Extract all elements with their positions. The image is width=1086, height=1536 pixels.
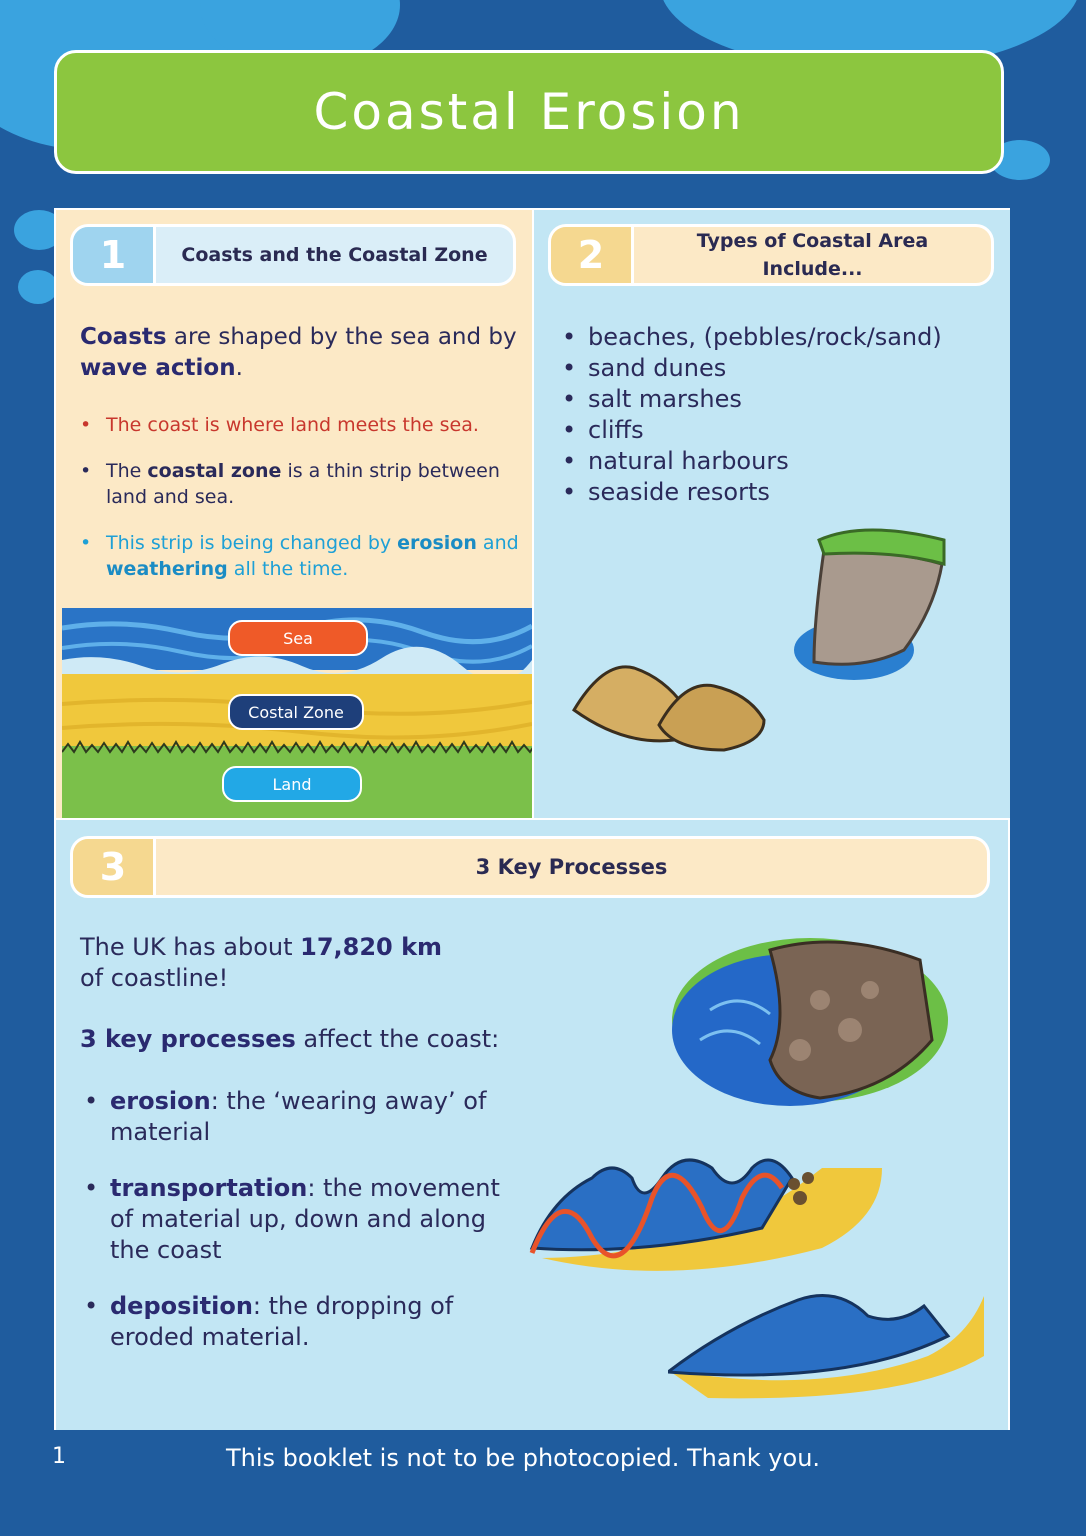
processes-lead [80,1024,540,1055]
process-desc: : the movement of material up, down and along the coast [110,1174,500,1264]
coastline-fact [80,932,470,994]
section-2-header [548,224,994,286]
text: The [106,460,148,482]
section-key-processes-panel [56,818,1008,1430]
label-sea: Sea [228,620,368,656]
intro-text: are shaped by the sea and by [166,324,517,350]
cliff-and-dunes-illustration [564,510,984,790]
cloud-decoration [18,270,58,304]
page-number: 1 [52,1444,66,1469]
intro-end: . [235,355,243,381]
erosion-term: erosion [397,532,477,554]
section-3-number: 3 [73,839,156,895]
section-2-number: 2 [551,227,634,283]
coasts-intro [80,322,520,384]
list-item: • seaside resorts [558,477,998,508]
list-item: • natural harbours [558,446,998,477]
text: of coastline! [80,964,229,992]
process-term: erosion [110,1087,211,1115]
list-item: • sand dunes [558,353,998,384]
label-land: Land [222,766,362,802]
section-3-heading: 3 Key Processes [475,855,668,879]
bullet-coastal-zone [76,458,526,510]
list-item: • salt marshes [558,384,998,415]
page-title: Coastal Erosion [313,83,745,141]
section-1-heading: Coasts and the Coastal Zone [181,244,488,266]
process-desc: : the dropping of eroded material. [110,1292,454,1351]
wave-action-term: wave action [80,355,236,381]
text: and [476,532,519,554]
section-coastal-areas-panel [532,210,1010,818]
page-footer [0,1440,1086,1480]
section-coasts-panel [56,210,532,818]
process-deposition [80,1291,520,1353]
text: all the time. [227,558,349,580]
list-item: • beaches, (pebbles/rock/sand) [558,322,998,353]
weathering-term: weathering [106,558,228,580]
text: is a thin strip between land and sea. [106,460,500,508]
coasts-term: Coasts [80,324,167,350]
process-erosion [80,1086,520,1148]
content-frame [54,208,1010,1430]
section-1-header [70,224,516,286]
deposition-illustration [668,1286,988,1402]
bullet-erosion-weathering [76,530,526,582]
text: This strip is being changed by [106,532,398,554]
bullet-coast-definition: • The coast is where land meets the sea. [76,412,526,438]
coasts-bullets [76,412,526,582]
title-banner [54,50,1004,174]
label-coastal-zone: Costal Zone [228,694,364,730]
coastal-area-list [558,322,998,508]
footer-note: This booklet is not to be photocopied. Thank you. [226,1444,821,1472]
process-transportation [80,1173,520,1266]
erosion-illustration [670,920,960,1120]
coastal-zone-term: coastal zone [147,460,282,482]
process-term: deposition [110,1292,253,1320]
process-term: transportation [110,1174,308,1202]
section-3-header [70,836,990,898]
text: affect the coast: [295,1025,500,1053]
process-list [80,1086,520,1353]
coastline-length: 17,820 km [300,933,443,961]
list-item: • cliffs [558,415,998,446]
section-1-number: 1 [73,227,156,283]
key-processes-term: 3 key processes [80,1025,296,1053]
transportation-illustration [522,1138,882,1278]
process-desc: : the ‘wearing away’ of material [110,1087,487,1146]
text: The UK has about [80,933,301,961]
section-2-heading: Types of Coastal Area Include... [696,230,929,280]
